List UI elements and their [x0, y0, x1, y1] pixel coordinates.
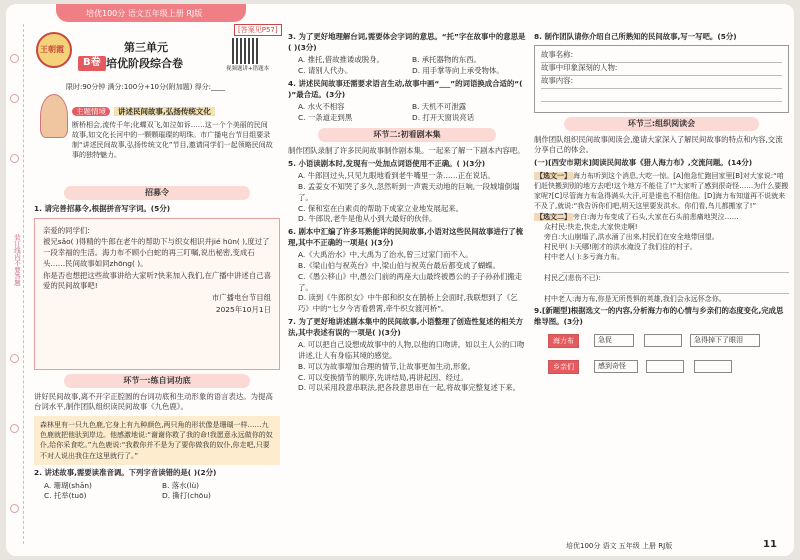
story-passage: 森林里有一只九色鹿,它身上有九种颜色,两只角的形状像是珊瑚一样……九色鹿就把他驮到岸边。他感激地说:“谢谢你救了我的命!我愿意永远做你的奴仆,给你采食吃。”九色鹿说:“我救你并不是为了要你做我的奴仆,你走吧,只要不对人说出我住在这里就行了。” [34, 416, 280, 465]
test-meta: 限时:90分钟 满分:100分+10分(附加题) 得分:____ [66, 83, 226, 91]
script-line: 众村民:快走,快走,大家快走啊! [544, 222, 638, 231]
option[interactable]: C. 请别人代办。 [298, 66, 353, 76]
binding-hole [10, 54, 19, 63]
selection-2-text: 旁白:海力布变成了石头,大家在石头前悲痛地哭泣…… [573, 212, 739, 221]
notice-sign: 市广播电台节目组 [211, 293, 271, 303]
play-script [534, 222, 789, 305]
mind-map-xiang: 乡亲们 [548, 360, 579, 374]
option[interactable]: C.《愚公移山》中,愚公门前的两座大山最终被愚公的子子孙孙们搬走了。 [298, 271, 523, 292]
section-2-intro: 制作团队录制了许多民间故事制作剧本集。一起来了解一下剧本内容吧。 [288, 145, 525, 155]
question-6: 6. 剧本中汇编了许多耳熟能详的民间故事,小语对这些民间故事进行了梳理,其中不正确的一项是( )(3分) [288, 227, 524, 247]
option[interactable]: A. 水火不相容 [298, 102, 345, 112]
column-middle [288, 30, 526, 394]
question-9: 9.[新题型]根据选文一的内容,分析海力布的心情与乡亲们的态度变化,完成思维导图。(3分) [534, 306, 784, 327]
option[interactable]: D. 用手掌等向上承受物体。 [412, 66, 504, 76]
mind-map-hai: 海力布 [548, 334, 579, 348]
notice-line: 亲爱的同学们: [43, 225, 90, 235]
script-line: 村中老人( ):多亏海力布。 [544, 253, 625, 262]
section-3-intro: 制作团队组织民间故事阅读会,邀请大家深入了解民间故事的特点和内容,交流分享自己的体会。 [534, 134, 783, 155]
option[interactable]: B. 孟姜女不知哭了多久,忽然听到一声震天动地的巨响,一段城墙倒塌了。 [298, 182, 520, 202]
script-line: 旁白:大山崩塌了,洪水涌了出来,村民们在安全地带回望。 [544, 232, 719, 241]
mind-map-box[interactable] [644, 334, 682, 347]
question-2: 2. 讲述故事,需要读准音调。下列字音读错的是( )(2分) [34, 467, 217, 477]
option[interactable]: C. 托举(tuō) [44, 491, 87, 501]
question-5: 5. 小语读剧本时,发现有一处加点词语使用不正确。( )(3分) [288, 158, 486, 168]
question-8: 8. 制作团队请你介绍自己所熟知的民间故事,写一写吧。(5分) [534, 32, 737, 41]
test-title: 培优阶段综合卷 [106, 57, 183, 70]
script-line: 村民甲( ):天哪!刚才的洪水淹没了我们住的村子。 [544, 242, 697, 251]
option[interactable]: C. 可以变换情节的顺序,先讲结局,再讲起因、经过。 [298, 372, 468, 382]
mind-map [534, 330, 789, 384]
binding-hole [10, 154, 19, 163]
question-2-options [34, 481, 280, 502]
binding-hole [10, 424, 19, 433]
qr-code-icon[interactable] [232, 38, 258, 64]
qr-caption: 视频题讲+错题本 [226, 66, 270, 72]
notice-line: 被兄sǎo( )得精的牛郎在老牛的帮助下与织女相识并jié hūn( ),度过了一段幸福的生活。海力布不顾小白蛇的再三叮嘱,说出秘密,变成石头……民间故事如同zhōng( )。 [43, 237, 270, 268]
notice-line: 你是否也想把这些故事讲给大家听?快来加入我们,在广播中讲述自己喜爱的民间故事吧! [43, 270, 271, 291]
footer-text: 培优100分 语文 五年级 上册 RJ版 [566, 542, 673, 550]
question-3: 3. 为了更好地理解台词,需要体会字词的意思。“托”字在故事中的意思是( )(3分) [288, 32, 526, 52]
page-number: 11 [763, 539, 777, 550]
script-line: 村民乙(悲伤不已): [544, 274, 601, 283]
option[interactable]: D. 打开天窗说亮话 [412, 113, 475, 123]
option[interactable]: B.《梁山伯与祝英台》中,梁山伯与祝英台最后都变成了蝴蝶。 [298, 261, 500, 271]
answer-line[interactable] [562, 262, 789, 273]
theme-text: 讲述民间故事,弘扬传统文化 [114, 107, 215, 116]
selection-1 [534, 171, 789, 212]
answer-line[interactable] [562, 283, 789, 294]
unit-title: 第三单元 [124, 41, 168, 54]
column-right [534, 30, 789, 384]
question-1: 1. 请完善招募令,根据拼音写字词。(5分) [34, 204, 171, 213]
mind-map-box: 感到奇怪 [594, 360, 638, 373]
notice-date: 2025年10月1日 [215, 304, 271, 314]
option[interactable]: A. 可以把自己设想成故事中的人物,以他的口吻讲。如以主人公的口吻讲述,让人有身临其境的感觉。 [298, 340, 525, 361]
script-line: 村中老人:海力布,你是无所畏惧的英雄,我们会永远怀念你。 [544, 295, 726, 304]
section-1: 环节一:练自词功底 [64, 374, 250, 388]
option[interactable]: B. 承托器物的东西。 [412, 55, 481, 65]
question-3-options [288, 55, 526, 76]
option[interactable]: A. 珊瑚(shān) [44, 480, 92, 490]
column-left [34, 182, 280, 502]
option[interactable]: A.《大禹治水》中,大禹为了治水,曾三过家门而不入。 [298, 250, 473, 260]
form-row[interactable] [541, 89, 782, 102]
theme-banner [72, 107, 215, 118]
binding-hole [10, 354, 19, 363]
question-7: 7. 为了更好地讲述剧本集中的民间故事,小语整理了创造性复述的相关方法,其中表述有误的一项是( )(3分) [288, 316, 524, 337]
logo [36, 32, 72, 68]
workbook-page [6, 4, 794, 556]
selection-1-text: 海力布听到这个消息,大吃一惊。[A]他急忙跑回家里[B]对大家说:“咱们赶快搬到别的地方去吧!这个地方不能住了!”大家听了感到很奇怪……为什么要搬家呢?[C]尽管海力布急得满头大汗,可是谁也不相信他。[D]海力布知道再不说就来不及了,就说:“我告诉你们吧,明天这里要发洪水。你们看,鸟儿都搬家了!” [534, 171, 789, 211]
mind-map-box: 急得掉下了眼泪 [690, 334, 760, 347]
binding-margin [6, 24, 24, 544]
selection-2 [534, 212, 789, 222]
option[interactable]: C. 保和室在白素贞的帮助下成家立业地发展起来。 [298, 203, 464, 213]
section-2: 环节二:初看剧本集 [318, 128, 496, 142]
option[interactable]: A. 推托,借故推诿或脱身。 [298, 55, 384, 65]
binding-warning: 装订线内不要答题 [13, 234, 21, 286]
form-row[interactable]: 故事内容: [541, 76, 782, 89]
option[interactable]: B. 天机不可泄露 [412, 102, 467, 112]
selection-2-tag: 【选文二】 [536, 212, 571, 221]
recruitment-notice [34, 218, 280, 370]
question-7-options [288, 340, 526, 394]
option[interactable]: A. 牛郎回过头,只见九眼地看到老牛嘴里一条……正在说话。 [298, 171, 495, 181]
mind-map-box: 急促 [594, 334, 634, 347]
answer-reference: [答案见P57] [234, 24, 282, 36]
option[interactable]: D. 牛郎说,老牛是他从小到大最好的伙伴。 [298, 214, 437, 224]
option[interactable]: B. 可以为故事增加合理的情节,让故事更加生动,形象。 [298, 361, 476, 371]
binding-hole [10, 94, 19, 103]
binding-hole [10, 504, 19, 513]
question-6-options [288, 250, 526, 314]
theme-tag: 主题情境 [72, 107, 110, 116]
reading-title: (一)[西安市期末]阅读民间故事《猎人海力布》,交流问题。(14分) [534, 158, 753, 168]
form-row[interactable]: 故事名称: [541, 50, 782, 63]
logo-text: 王朝霞 [40, 45, 64, 54]
mind-map-box[interactable] [646, 360, 684, 373]
question-4-options [288, 102, 526, 123]
book-title: 培优100分 语文五年级上册 RJ版 [86, 9, 203, 18]
story-form [534, 45, 789, 113]
option[interactable]: B. 落水(lù) [162, 480, 200, 490]
intro-paragraph: 断桥相会,流传千年;化蝶双飞,如泣如诉……这一个个美丽的民间故事,如文化长河中的一颗颗璀璨的明珠。市广播电台节目组要录制“讲述民间故事,弘扬传统文化”节目,邀请同学们一起领略民间故事的独特魅力。 [72, 121, 273, 160]
option[interactable]: D. 可以采用段意串联法,把各段意思串在一起,将故事完整复述下来。 [298, 383, 521, 393]
girl-illustration-icon [40, 94, 68, 138]
question-5-options [288, 171, 526, 225]
option[interactable]: D. 撕打(chōu) [162, 491, 211, 501]
option[interactable]: C. 一条道走到黑 [298, 113, 353, 123]
selection-1-tag: 【选文一】 [536, 171, 571, 180]
mind-map-box[interactable] [694, 360, 732, 373]
section-notice: 招募令 [64, 186, 250, 200]
form-row[interactable]: 故事中印象深刻的人物: [541, 63, 782, 76]
top-header [6, 4, 794, 26]
question-4: 4. 讲述民间故事还需要求语言生动,故事中画“___”的词语换成合适的“( )”最合适。(3分) [288, 78, 523, 99]
section-1-intro: 讲好民间故事,离不开字正腔圆的台词功底和生动形象的语言表达。为提高台词水平,制作团队组织读民间故事《九色鹿》。 [34, 391, 273, 412]
test-tag: B卷 [78, 56, 106, 71]
section-3: 环节三:组织阅读会 [564, 117, 759, 131]
option[interactable]: D. 读到《牛郎织女》中牛郎和织女在鹊桥上会面时,我联想到了《乞巧》中的“七夕今宵看碧霄,牵牛织女渡河桥”。 [298, 293, 518, 314]
